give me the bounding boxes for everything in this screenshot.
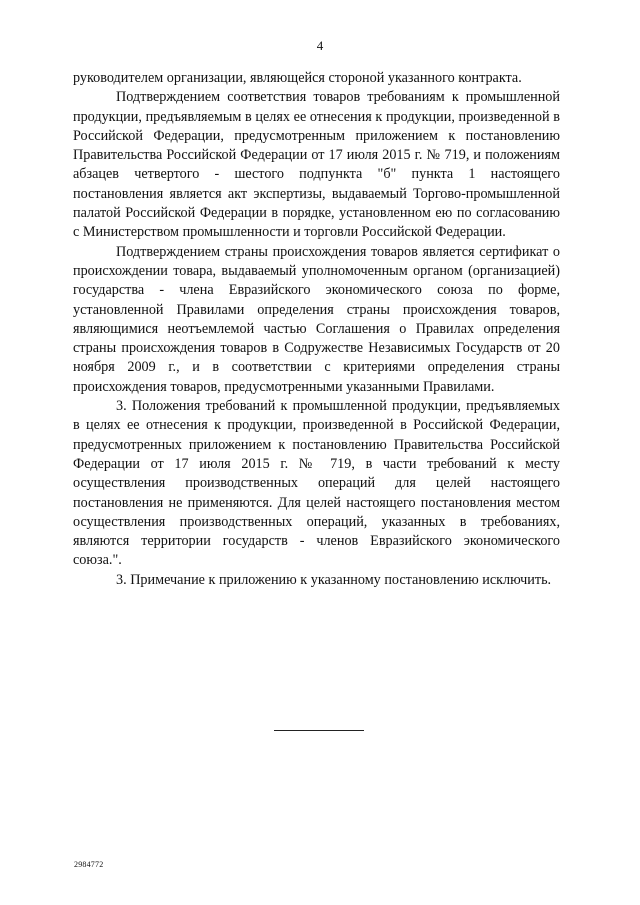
paragraph-expertise-act: Подтверждением соответствия товаров требованиям к промышленной продукции, предъявляемым в целях ее отнесения к продукции, произведенной в Российской Федерации, предусмотренным приложением к постановлению Правительства Российской Федерации от 17 июля 2015 г. № 719, и положениям абзацев четвертого - шестого подпункта "б" пункта 1 настоящего постановления является акт экспертизы, выдаваемый Торгово-промышленной палатой Российской Федерации в порядке, установленном ею по согласованию с Министерством промышленности и торговли Российской Федерации.: [73, 89, 560, 241]
document-id: 2984772: [74, 860, 104, 869]
end-separator-line: [274, 730, 364, 731]
paragraph-clause-3-note: 3. Примечание к приложению к указанному постановлению исключить.: [116, 571, 552, 588]
paragraph-clause-3-requirements: 3. Положения требований к промышленной продукции, предъявляемых в целях ее отнесения к продукции, произведенной в Российской Федерации, предусмотренных приложением к постановлению Правительства Российской Федерации от 17 июля 2015 г. № 719, в части требований к месту осуществления производственных операций для целей настоящего постановления не применяются. Для целей настоящего постановления местом осуществления производственных операций, указанных в требованиях, являются территории государств - членов Евразийского экономического союза.".: [73, 398, 560, 569]
page-number: 4: [316, 38, 324, 53]
paragraph-continuation: руководителем организации, являющейся стороной указанного контракта.: [73, 70, 522, 86]
document-body: [73, 69, 560, 590]
paragraph-origin-certificate: Подтверждением страны происхождения товаров является сертификат о происхождении товара, выдаваемый уполномоченным органом (организацией) государства - члена Евразийского экономического союза по форме, установленной Правилами определения страны происхождения товаров, являющимися неотъемлемой частью Соглашения о Правилах определения страны происхождения товаров в Содружестве Независимых Государств от 20 ноября 2009 г., и в соответствии с критериями определения страны происхождения товаров, предусмотренными указанными Правилами.: [73, 243, 560, 395]
